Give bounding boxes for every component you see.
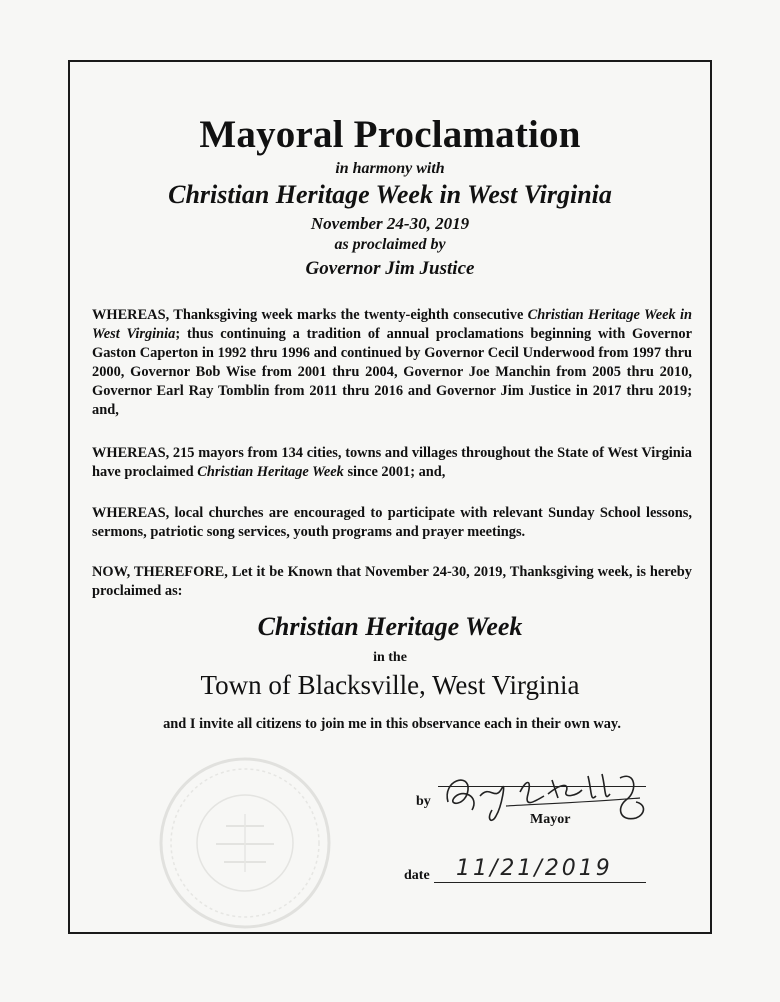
whereas-paragraph-3: WHEREAS, local churches are encouraged to participate with relevant Sunday School lessons, sermons, patriotic song services, youth programs and prayer meetings.	[92, 505, 692, 540]
proclaimed-by-text: as proclaimed by	[334, 236, 446, 253]
declared-event: Christian Heritage Week	[257, 612, 523, 641]
whereas-paragraph-1: WHEREAS, Thanksgiving week marks the twenty-eighth consecutive Christian Heritage Week in West Virginia; thus continuing a tradition of annual proclamations beginning with Governor Gaston Caperton in 1992 thru 1996 and continued by Governor Cecil Underwood from 1997 thru 2000, Governor Bob Wise from 2001 thru 2004, Governor Joe Manchin from 2005 thru 2010, Governor Earl Ray Tomblin from 2011 thru 2016 and Governor Jim Justice in 2017 thru 2019; and,	[92, 307, 692, 418]
mayor-label: Mayor	[530, 812, 571, 827]
in-the-text: in the	[373, 650, 407, 665]
date-value: 11/21/2019	[456, 856, 613, 881]
proclamation-frame	[68, 60, 712, 934]
in-harmony-text: in harmony with	[335, 160, 445, 177]
now-therefore-paragraph: NOW, THEREFORE, Let it be Known that November 24-30, 2019, Thanksgiving week, is hereby proclaimed as:	[92, 564, 692, 599]
governor-name: Governor Jim Justice	[305, 258, 475, 279]
invite-text: and I invite all citizens to join me in this observance each in their own way.	[163, 716, 621, 732]
date-line	[434, 882, 646, 883]
event-heading: Christian Heritage Week in West Virginia	[168, 180, 612, 209]
event-dates: November 24-30, 2019	[310, 214, 470, 233]
date-label: date	[404, 868, 430, 883]
embossed-seal-icon	[156, 754, 334, 932]
whereas-paragraph-2: WHEREAS, 215 mayors from 134 cities, towns and villages throughout the State of West Virginia have proclaimed Christian Heritage Week since 2001; and,	[92, 445, 692, 480]
town-name: Town of Blacksville, West Virginia	[200, 670, 580, 700]
by-label: by	[416, 794, 431, 809]
page-title: Mayoral Proclamation	[199, 113, 581, 156]
